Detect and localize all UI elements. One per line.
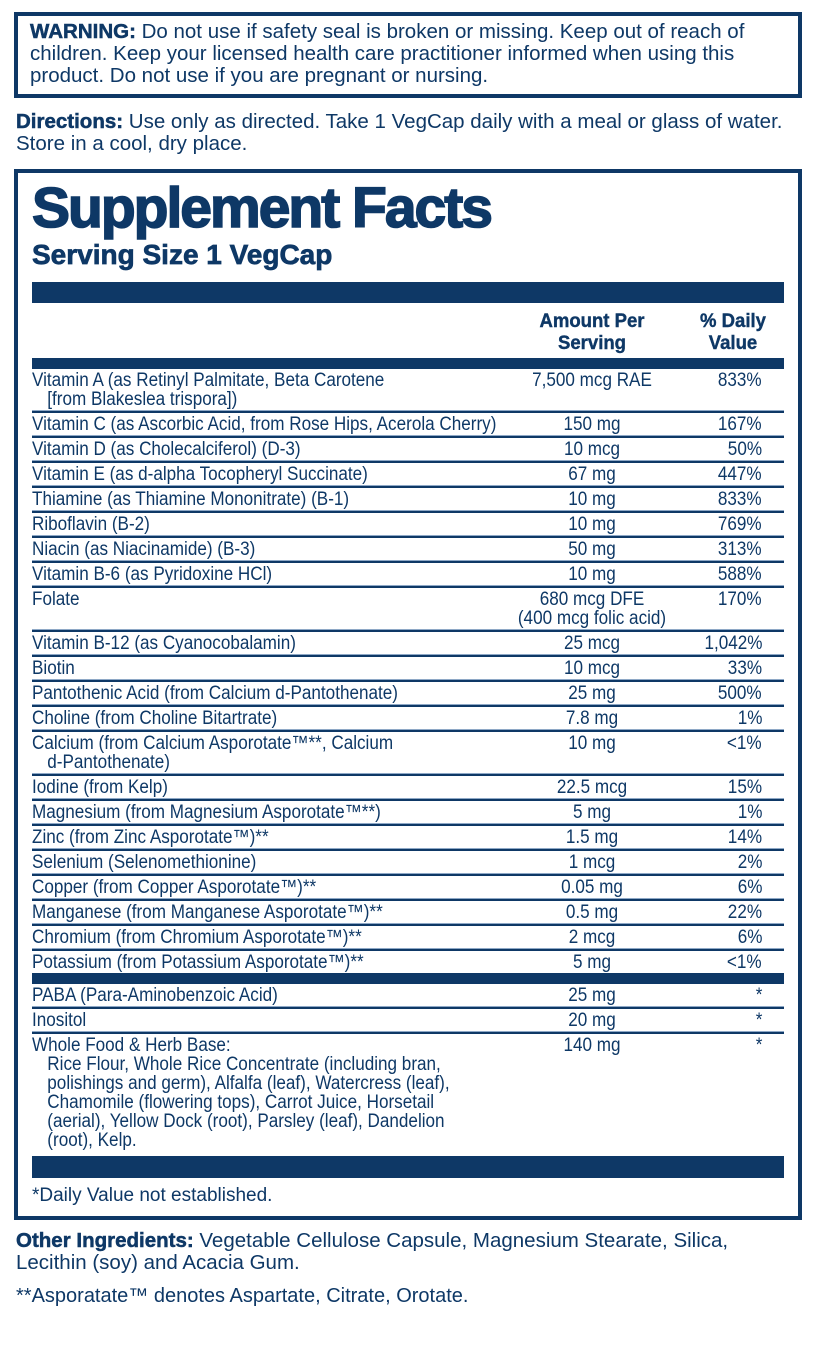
amount-value: 140 mg — [563, 1035, 621, 1056]
amount-header-line1: Amount Per — [539, 310, 645, 332]
nutrient-name: Folate — [32, 589, 80, 610]
nutrient-name-cell — [32, 634, 492, 653]
daily-value-cell — [692, 659, 784, 678]
amount-cell — [492, 371, 692, 390]
daily-value-cell — [692, 803, 784, 822]
nutrient-name-cell — [32, 540, 492, 559]
nutrient-name-cell — [32, 490, 492, 509]
panel-title: Supplement Facts — [32, 176, 491, 240]
warning-label: WARNING: — [30, 20, 136, 43]
daily-value: 6% — [737, 927, 762, 948]
daily-value-cell — [692, 515, 784, 534]
nutrient-row — [32, 369, 784, 410]
nutrient-name-line2: d-Pantothenate) — [47, 752, 170, 773]
daily-value: 833% — [718, 370, 762, 391]
amount-cell — [492, 928, 692, 947]
nutrient-row — [32, 707, 784, 729]
nutrient-row — [32, 901, 784, 923]
daily-value-cell — [692, 565, 784, 584]
amount-cell — [492, 440, 692, 459]
nutrient-row — [32, 563, 784, 585]
nutrient-name: Copper (from Copper Asporotate™)** — [32, 877, 317, 898]
daily-value: 50% — [727, 439, 762, 460]
amount-header-line2: Serving — [558, 332, 626, 354]
nutrient-row — [32, 926, 784, 948]
daily-value-cell — [692, 778, 784, 797]
nutrient-name-cell — [32, 709, 492, 728]
amount-value: 22.5 mcg — [556, 777, 628, 798]
section-divider-bar — [32, 973, 784, 984]
amount-value: 67 mg — [568, 464, 616, 485]
amount-value: 25 mcg — [563, 633, 621, 654]
daily-value-cell — [692, 465, 784, 484]
amount-cell — [492, 803, 692, 822]
daily-value: 167% — [718, 414, 762, 435]
amount-cell — [492, 828, 692, 847]
amount-value: 10 mg — [568, 733, 616, 754]
nutrient-row — [32, 826, 784, 848]
directions-paragraph — [16, 111, 800, 155]
nutrient-name-cell — [32, 953, 492, 972]
amount-cell — [492, 415, 692, 434]
daily-value-cell — [692, 853, 784, 872]
divider-bar-top — [32, 282, 784, 303]
daily-value-cell — [692, 1011, 784, 1030]
serving-size: Serving Size 1 VegCap — [32, 239, 333, 270]
daily-value: 769% — [718, 514, 762, 535]
nutrient-name: Vitamin D (as Cholecalciferol) (D-3) — [32, 439, 301, 460]
nutrient-name-cell — [32, 590, 492, 609]
amount-cell — [492, 659, 692, 678]
directions-text: Use only as directed. Take 1 VegCap daily with a meal or glass of water. Store in a cool, dry place. — [16, 110, 783, 155]
nutrient-name-cell — [32, 440, 492, 459]
daily-value-cell — [692, 878, 784, 897]
nutrient-name: Niacin (as Niacinamide) (B-3) — [32, 539, 256, 560]
nutrient-row — [32, 538, 784, 560]
daily-value: 2% — [737, 852, 762, 873]
nutrient-name-cell — [32, 465, 492, 484]
daily-value-cell — [692, 928, 784, 947]
daily-value-cell — [692, 634, 784, 653]
daily-value: 1% — [737, 708, 762, 729]
daily-value-cell — [692, 371, 784, 390]
nutrient-name-line2: [from Blakeslea trispora]) — [47, 389, 238, 410]
amount-value: 10 mg — [568, 564, 616, 585]
nutrient-name: Vitamin C (as Ascorbic Acid, from Rose Hips, Acerola Cherry) — [32, 414, 497, 435]
nutrient-row — [32, 876, 784, 898]
nutrient-name: Vitamin B-12 (as Cyanocobalamin) — [32, 633, 296, 654]
nutrient-row — [32, 588, 784, 629]
nutrient-table — [32, 369, 784, 1151]
amount-value: 20 mg — [568, 1010, 616, 1031]
nutrient-name: Thiamine (as Thiamine Mononitrate) (B-1) — [32, 489, 350, 510]
nutrient-name-cell — [32, 734, 492, 772]
nutrient-sub-ingredients-line: (aerial), Yellow Dock (root), Parsley (leaf), Dandelion — [47, 1111, 445, 1132]
nutrient-name-cell — [32, 928, 492, 947]
nutrient-row — [32, 657, 784, 679]
nutrient-row — [32, 438, 784, 460]
nutrient-name-cell — [32, 878, 492, 897]
amount-value: 50 mg — [568, 539, 616, 560]
daily-value-cell — [692, 1036, 784, 1055]
divider-bar-bottom — [32, 1156, 784, 1178]
amount-cell — [492, 778, 692, 797]
nutrient-name-cell — [32, 1011, 492, 1030]
amount-value: 7,500 mcg RAE — [532, 370, 652, 391]
column-header-dv — [692, 310, 784, 354]
nutrient-name: Iodine (from Kelp) — [32, 777, 168, 798]
amount-value: 25 mg — [568, 683, 616, 704]
amount-value: 10 mcg — [563, 658, 621, 679]
daily-value: 447% — [718, 464, 762, 485]
nutrient-name-cell — [32, 853, 492, 872]
nutrient-row — [32, 488, 784, 510]
daily-value-cell — [692, 903, 784, 922]
directions-label: Directions: — [16, 110, 124, 133]
daily-value-cell — [692, 828, 784, 847]
daily-value: 1% — [737, 802, 762, 823]
daily-value: 14% — [727, 827, 762, 848]
amount-value: 0.5 mg — [565, 902, 619, 923]
nutrient-row — [32, 632, 784, 654]
nutrient-row — [32, 951, 784, 973]
nutrient-name: Calcium (from Calcium Asporotate™**, Calcium — [32, 733, 394, 754]
amount-cell — [492, 953, 692, 972]
nutrient-name: Selenium (Selenomethionine) — [32, 852, 257, 873]
amount-value: 0.05 mg — [561, 877, 623, 898]
amount-cell — [492, 490, 692, 509]
nutrient-name: Pantothenic Acid (from Calcium d-Pantothenate) — [32, 683, 398, 704]
dv-header-line2: Value — [708, 332, 758, 354]
amount-value: 680 mcg DFE — [539, 589, 645, 610]
nutrient-row — [32, 1034, 784, 1151]
nutrient-name: Chromium (from Chromium Asporotate™)** — [32, 927, 362, 948]
supplement-facts-panel — [14, 169, 802, 1220]
nutrient-row — [32, 1009, 784, 1031]
nutrient-name: Biotin — [32, 658, 75, 679]
dv-footnote: *Daily Value not established. — [32, 1185, 273, 1206]
amount-cell — [492, 709, 692, 728]
daily-value: <1% — [727, 952, 762, 973]
warning-box — [14, 12, 802, 98]
nutrient-name-cell — [32, 903, 492, 922]
amount-value: 1 mcg — [568, 852, 616, 873]
nutrient-name: Magnesium (from Magnesium Asporotate™**) — [32, 802, 381, 823]
daily-value-cell — [692, 415, 784, 434]
amount-cell — [492, 540, 692, 559]
daily-value: * — [755, 1010, 762, 1031]
amount-cell — [492, 515, 692, 534]
nutrient-name: Vitamin E (as d-alpha Tocopheryl Succinate) — [32, 464, 368, 485]
amount-cell — [492, 1036, 692, 1055]
nutrient-name-cell — [32, 828, 492, 847]
amount-cell — [492, 986, 692, 1005]
daily-value-cell — [692, 590, 784, 609]
nutrient-row — [32, 413, 784, 435]
daily-value-cell — [692, 709, 784, 728]
amount-cell — [492, 590, 692, 628]
nutrient-sub-ingredients-line: polishings and germ), Alfalfa (leaf), Watercress (leaf), — [47, 1073, 450, 1094]
amount-value: 10 mg — [568, 514, 616, 535]
daily-value: 833% — [718, 489, 762, 510]
amount-value: 5 mg — [572, 952, 612, 973]
nutrient-row — [32, 513, 784, 535]
daily-value: <1% — [727, 733, 762, 754]
nutrient-row — [32, 801, 784, 823]
nutrient-name: Choline (from Choline Bitartrate) — [32, 708, 278, 729]
daily-value: 1,042% — [703, 633, 762, 654]
amount-cell — [492, 853, 692, 872]
label-page — [0, 12, 816, 1307]
nutrient-name-cell — [32, 1036, 492, 1150]
nutrient-name: PABA (Para-Aminobenzoic Acid) — [32, 985, 278, 1006]
nutrient-name: Manganese (from Manganese Asporotate™)** — [32, 902, 383, 923]
daily-value: 6% — [737, 877, 762, 898]
amount-cell — [492, 684, 692, 703]
nutrient-sub-ingredients-line: (root), Kelp. — [47, 1130, 137, 1151]
amount-cell — [492, 565, 692, 584]
amount-cell — [492, 903, 692, 922]
amount-cell — [492, 634, 692, 653]
nutrient-sub-ingredients-line: Chamomile (flowering tops), Carrot Juice, Horsetail — [47, 1092, 435, 1113]
daily-value: 33% — [727, 658, 762, 679]
daily-value-cell — [692, 540, 784, 559]
amount-cell — [492, 1011, 692, 1030]
nutrient-name-cell — [32, 565, 492, 584]
amount-value: 7.8 mg — [565, 708, 619, 729]
column-header-row — [32, 303, 784, 358]
other-ingredients-paragraph — [16, 1230, 800, 1274]
amount-cell — [492, 734, 692, 753]
amount-value: 25 mg — [568, 985, 616, 1006]
nutrient-row — [32, 682, 784, 704]
amount-value: 1.5 mg — [565, 827, 619, 848]
nutrient-name: Inositol — [32, 1010, 87, 1031]
daily-value-cell — [692, 684, 784, 703]
daily-value-cell — [692, 490, 784, 509]
amount-value-line2: (400 mcg folic acid) — [517, 608, 667, 629]
amount-value: 2 mcg — [568, 927, 616, 948]
nutrient-name: Riboflavin (B-2) — [32, 514, 150, 535]
daily-value-cell — [692, 734, 784, 753]
daily-value: 15% — [727, 777, 762, 798]
nutrient-name-cell — [32, 515, 492, 534]
daily-value: 588% — [718, 564, 762, 585]
nutrient-row — [32, 984, 784, 1006]
nutrient-name-cell — [32, 659, 492, 678]
daily-value: 170% — [718, 589, 762, 610]
daily-value-cell — [692, 440, 784, 459]
nutrient-name-cell — [32, 778, 492, 797]
nutrient-sub-ingredients-line: Rice Flour, Whole Rice Concentrate (including bran, — [47, 1054, 441, 1075]
nutrient-name: Whole Food & Herb Base: — [32, 1035, 231, 1056]
nutrient-name: Potassium (from Potassium Asporotate™)** — [32, 952, 364, 973]
nutrient-name-cell — [32, 371, 492, 409]
daily-value: 22% — [727, 902, 762, 923]
amount-cell — [492, 465, 692, 484]
nutrient-row — [32, 776, 784, 798]
nutrient-row — [32, 463, 784, 485]
nutrient-name: Vitamin A (as Retinyl Palmitate, Beta Carotene — [32, 370, 385, 391]
amount-value: 150 mg — [563, 414, 621, 435]
amount-value: 10 mcg — [563, 439, 621, 460]
amount-value: 5 mg — [572, 802, 612, 823]
daily-value: * — [755, 985, 762, 1006]
daily-value: 313% — [718, 539, 762, 560]
nutrient-name-cell — [32, 414, 497, 435]
dv-header-line1: % Daily — [700, 310, 766, 332]
amount-cell — [492, 878, 692, 897]
other-ingredients-text: Vegetable Cellulose Capsule, Magnesium Stearate, Silica, Lecithin (soy) and Acacia Gum. — [16, 1229, 729, 1274]
nutrient-name-cell — [32, 684, 492, 703]
daily-value: 500% — [718, 683, 762, 704]
asporatate-note: **Asporatate™ denotes Aspartate, Citrate, Orotate. — [16, 1285, 469, 1307]
daily-value: * — [755, 1035, 762, 1056]
nutrient-row — [32, 732, 784, 773]
nutrient-name: Zinc (from Zinc Asporotate™)** — [32, 827, 269, 848]
column-header-amount — [492, 310, 692, 354]
nutrient-name-cell — [32, 803, 492, 822]
nutrient-row — [32, 851, 784, 873]
amount-value: 10 mg — [568, 489, 616, 510]
divider-bar-header-bottom — [32, 358, 784, 369]
warning-text: Do not use if safety seal is broken or missing. Keep out of reach of children. Keep your licensed health care practitioner informed when using this product. Do not use if you are pregnant or nursing. — [30, 20, 745, 87]
nutrient-name-cell — [32, 986, 492, 1005]
nutrient-name: Vitamin B-6 (as Pyridoxine HCl) — [32, 564, 273, 585]
daily-value-cell — [692, 986, 784, 1005]
other-ingredients-label: Other Ingredients: — [16, 1229, 194, 1252]
daily-value-cell — [692, 953, 784, 972]
